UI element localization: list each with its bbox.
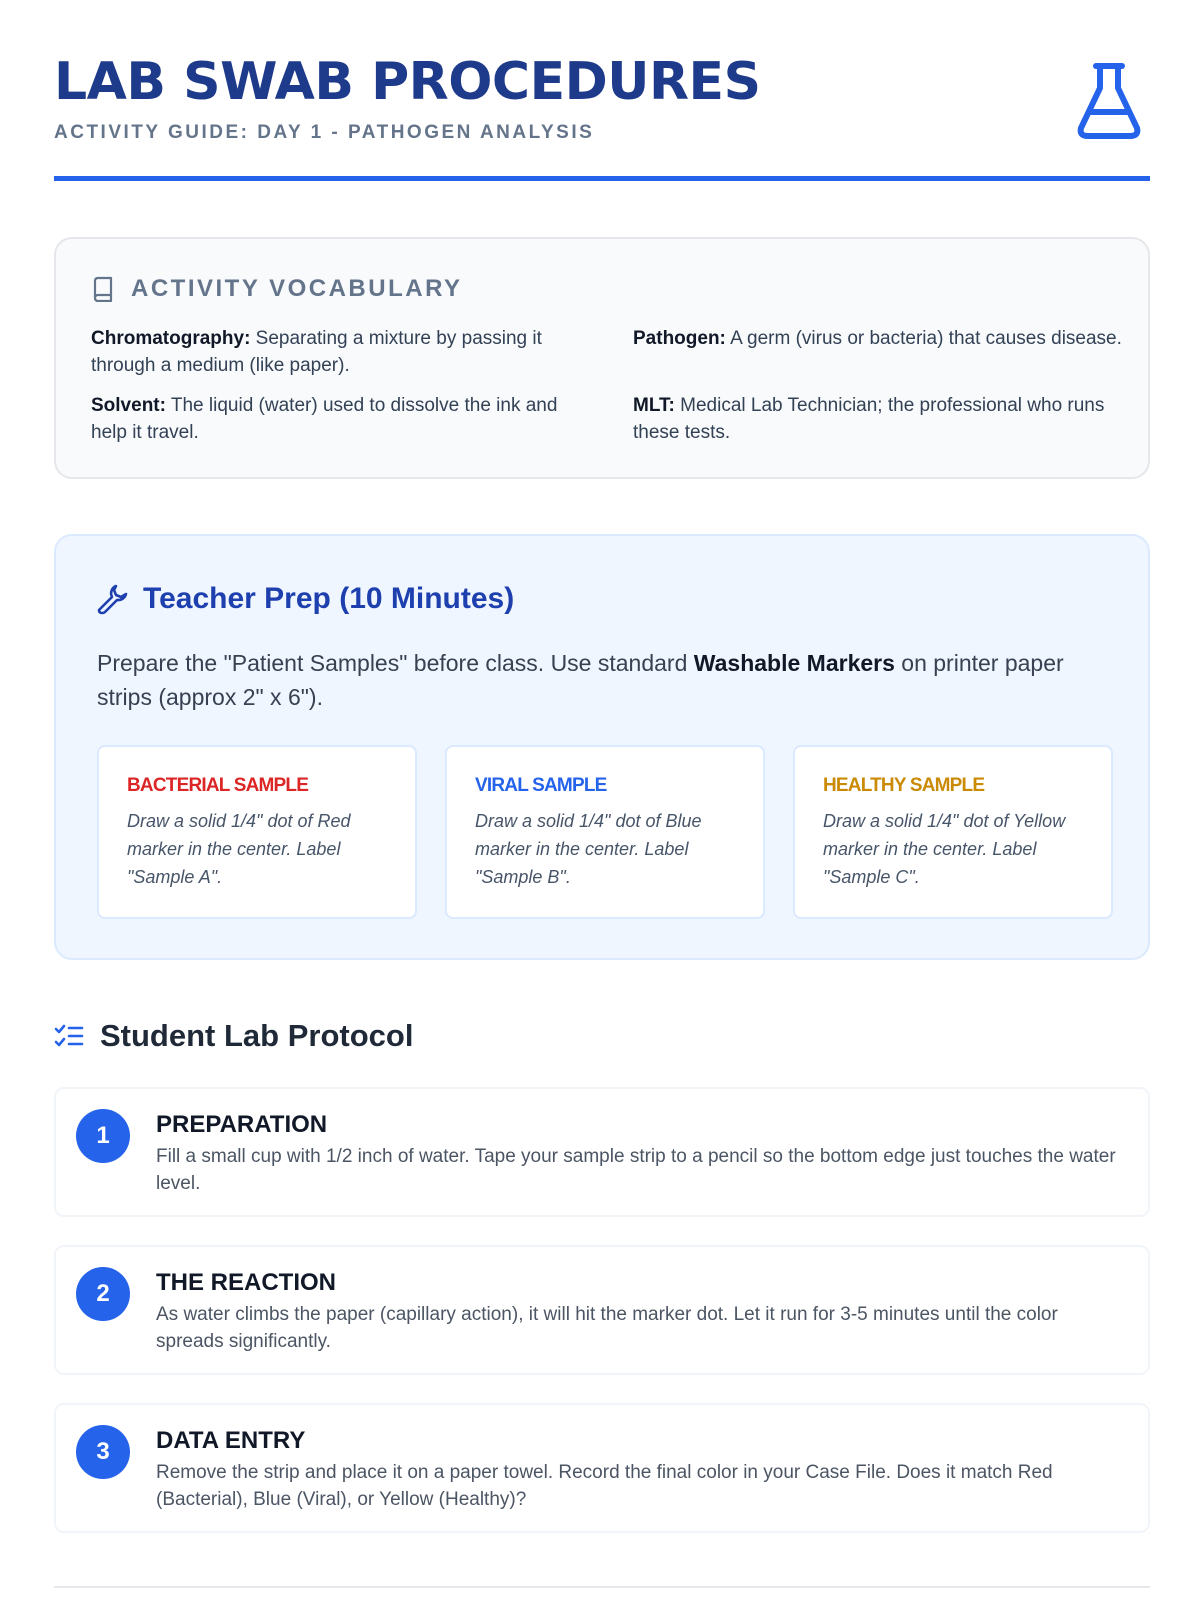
sample-card-viral [445, 745, 765, 919]
sample-title: BACTERIAL SAMPLE [127, 775, 309, 796]
vocab-term [91, 325, 581, 379]
step-title: THE REACTION [156, 1269, 336, 1296]
vocab-term [91, 392, 581, 446]
teacher-prep-title: Teacher Prep (10 Minutes) [143, 582, 515, 615]
vocab-term-definition: Separating a mixture by passing it through a medium (like paper). [91, 328, 542, 376]
teacher-prep-box [54, 534, 1150, 960]
vocab-term-name: Solvent: [91, 395, 166, 416]
sample-card-healthy [793, 745, 1113, 919]
sample-title: VIRAL SAMPLE [475, 775, 607, 796]
vocab-term-name: Pathogen: [633, 328, 726, 349]
step-number-badge: 3 [76, 1425, 130, 1479]
sample-description: Draw a solid 1/4" dot of Blue marker in the center. Label "Sample B". [475, 811, 702, 887]
protocol-step [54, 1087, 1150, 1217]
book-icon [91, 276, 115, 302]
sample-title: HEALTHY SAMPLE [823, 775, 985, 796]
section-divider [54, 1586, 1150, 1588]
page-title: LAB SWAB PROCEDURES [54, 52, 761, 112]
vocab-term [633, 325, 1123, 352]
step-number-badge: 1 [76, 1109, 130, 1163]
vocabulary-title: ACTIVITY VOCABULARY [131, 275, 463, 302]
wrench-icon [95, 582, 129, 616]
vocabulary-box [54, 237, 1150, 479]
page-header [54, 0, 1150, 181]
vocabulary-header [91, 275, 463, 303]
protocol-header [54, 1018, 413, 1054]
step-number-badge: 2 [76, 1267, 130, 1321]
intro-emphasis: Washable Markers [693, 650, 895, 676]
step-title: DATA ENTRY [156, 1427, 306, 1454]
teacher-prep-intro [97, 646, 1097, 714]
page-subtitle: ACTIVITY GUIDE: DAY 1 - PATHOGEN ANALYSIS [54, 122, 595, 143]
step-title: PREPARATION [156, 1111, 328, 1138]
checklist-icon [54, 1022, 84, 1050]
vocab-term-name: MLT: [633, 395, 675, 416]
step-description: Fill a small cup with 1/2 inch of water. Tape your sample strip to a pencil so the bottom edge just touches the water level. [156, 1146, 1116, 1194]
activity-guide-page [54, 0, 1150, 1510]
sample-description: Draw a solid 1/4" dot of Red marker in the center. Label "Sample A". [127, 811, 351, 887]
vocab-term-definition: Medical Lab Technician; the professional who runs these tests. [633, 395, 1105, 443]
sample-card-bacterial [97, 745, 417, 919]
teacher-prep-header [95, 582, 514, 616]
protocol-step [54, 1245, 1150, 1375]
vocab-term-name: Chromatography: [91, 328, 251, 349]
protocol-title: Student Lab Protocol [100, 1018, 414, 1053]
protocol-step [54, 1403, 1150, 1533]
step-description: As water climbs the paper (capillary action), it will hit the marker dot. Let it run for 3-5 minutes until the color spreads significantly. [156, 1304, 1058, 1352]
vocab-term-definition: The liquid (water) used to dissolve the ink and help it travel. [91, 395, 558, 443]
step-description: Remove the strip and place it on a paper towel. Record the final color in your Case File. Does it match Red (Bacterial), Blue (Viral), or Yellow (Healthy)? [156, 1462, 1053, 1510]
vocab-term-definition: A germ (virus or bacteria) that causes disease. [725, 328, 1122, 349]
intro-text-start: Prepare the "Patient Samples" before class. Use standard [97, 650, 694, 676]
intro-text-end: on printer paper strips (approx 2" x 6"). [97, 650, 1064, 710]
flask-icon [1076, 62, 1142, 140]
sample-description: Draw a solid 1/4" dot of Yellow marker in the center. Label "Sample C". [823, 811, 1066, 887]
vocab-term [633, 392, 1123, 446]
